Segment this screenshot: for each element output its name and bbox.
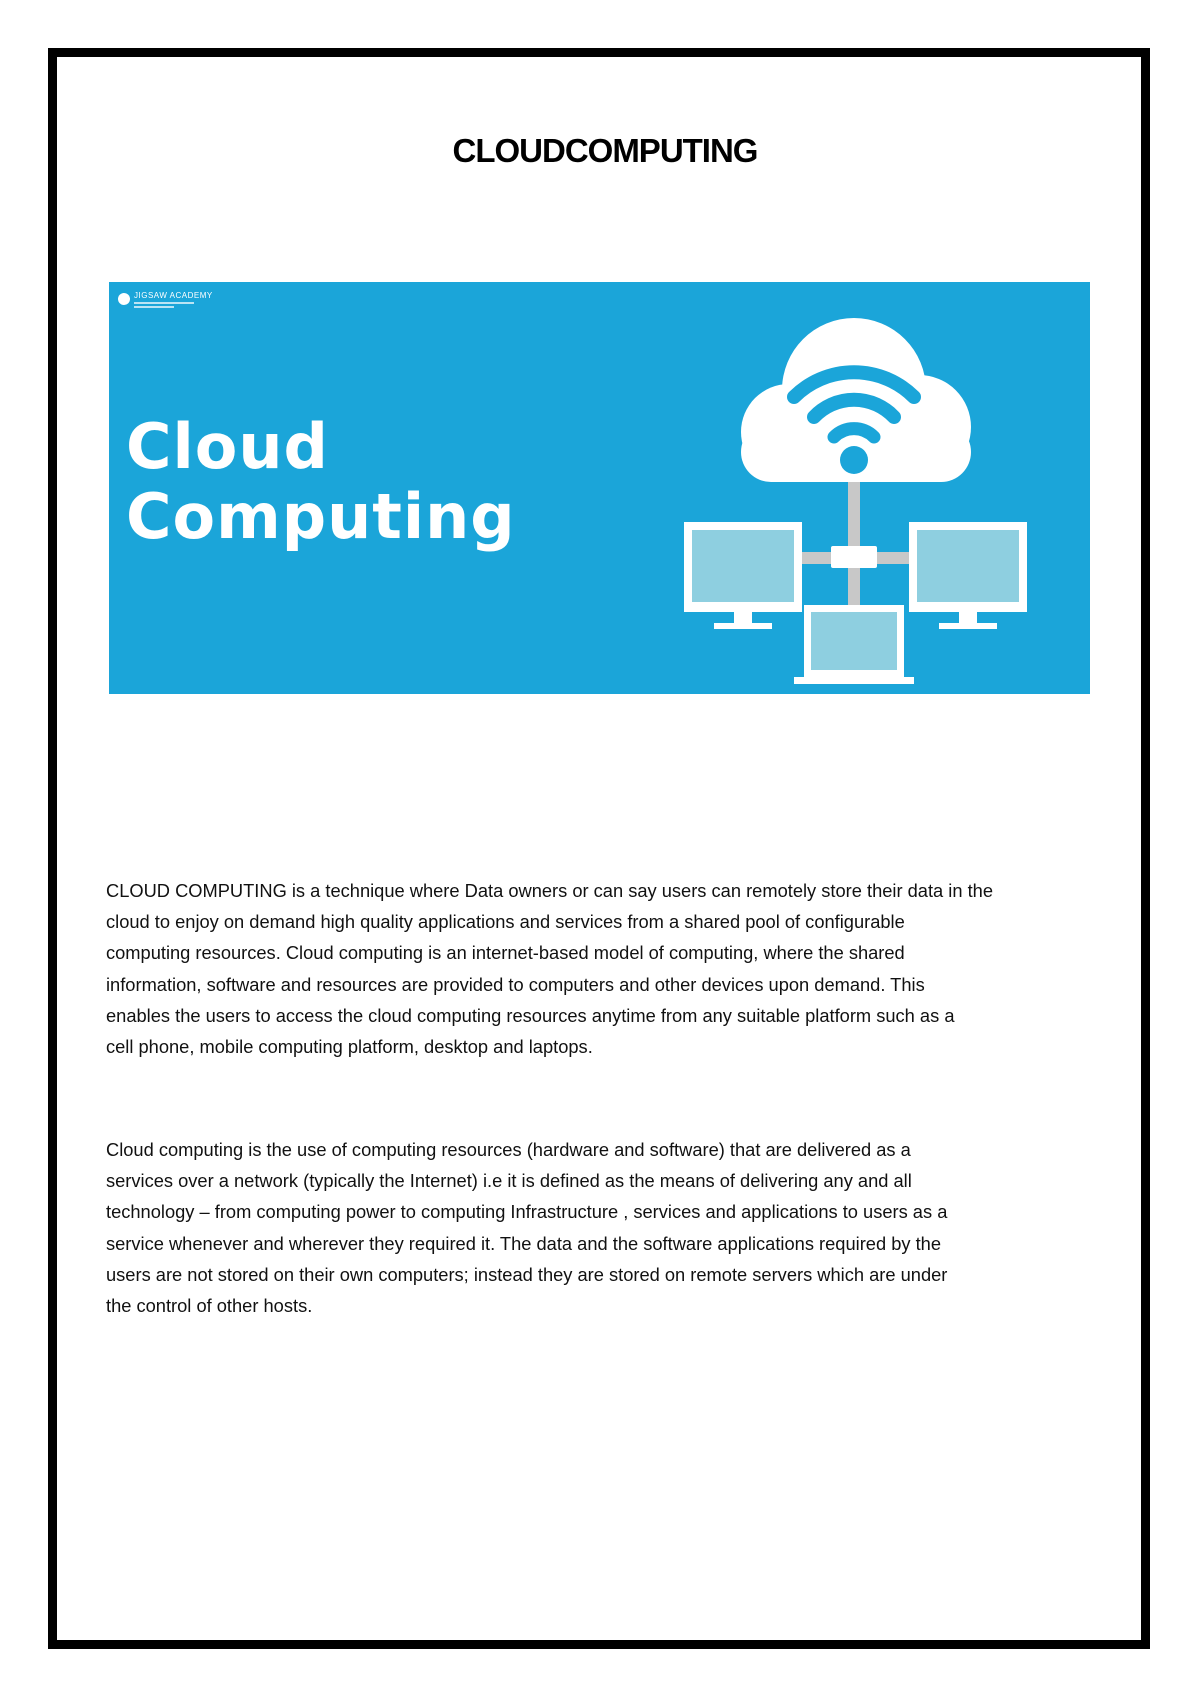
paragraph-2: Cloud computing is the use of computing resources (hardware and software) that are delivered as a services over a network (typically the Internet) i.e it is defined as the means of delivering any and all technology – from computing power to computing Infrastructure , services and applications to users as a service whenever and wherever they required it. The data and the software applications required by the users are not stored on their own computers; instead they are stored on remote servers which are under the control of other hosts.	[106, 1139, 948, 1317]
cloud-computing-banner-image	[109, 282, 1090, 694]
network-hub	[831, 546, 877, 568]
desktop-monitor-icon	[909, 522, 1027, 629]
page-title: CLOUDCOMPUTING	[452, 132, 758, 169]
banner-logo	[118, 291, 213, 308]
logo-head-icon	[118, 293, 130, 305]
cloud-network-icon	[669, 302, 1079, 687]
wifi-dot	[840, 446, 868, 474]
desktop-monitor-icon	[684, 522, 802, 629]
banner-heading	[126, 412, 516, 552]
logo-tagline-line	[134, 306, 174, 308]
laptop-icon	[794, 605, 914, 684]
banner-heading-line-1: Cloud	[126, 410, 329, 483]
logo-text: JIGSAW ACADEMY	[134, 291, 213, 300]
logo-tagline-line	[134, 302, 194, 304]
paragraph-1: CLOUD COMPUTING is a technique where Data owners or can say users can remotely store their data in the cloud to enjoy on demand high quality applications and services from a shared pool of configurable computing resources. Cloud computing is an internet-based model of computing, where the shared information, software and resources are provided to computers and other devices upon demand. This enables the users to access the cloud computing resources anytime from any suitable platform such as a cell phone, mobile computing platform, desktop and laptops.	[106, 880, 994, 1058]
banner-heading-line-2: Computing	[126, 480, 516, 553]
